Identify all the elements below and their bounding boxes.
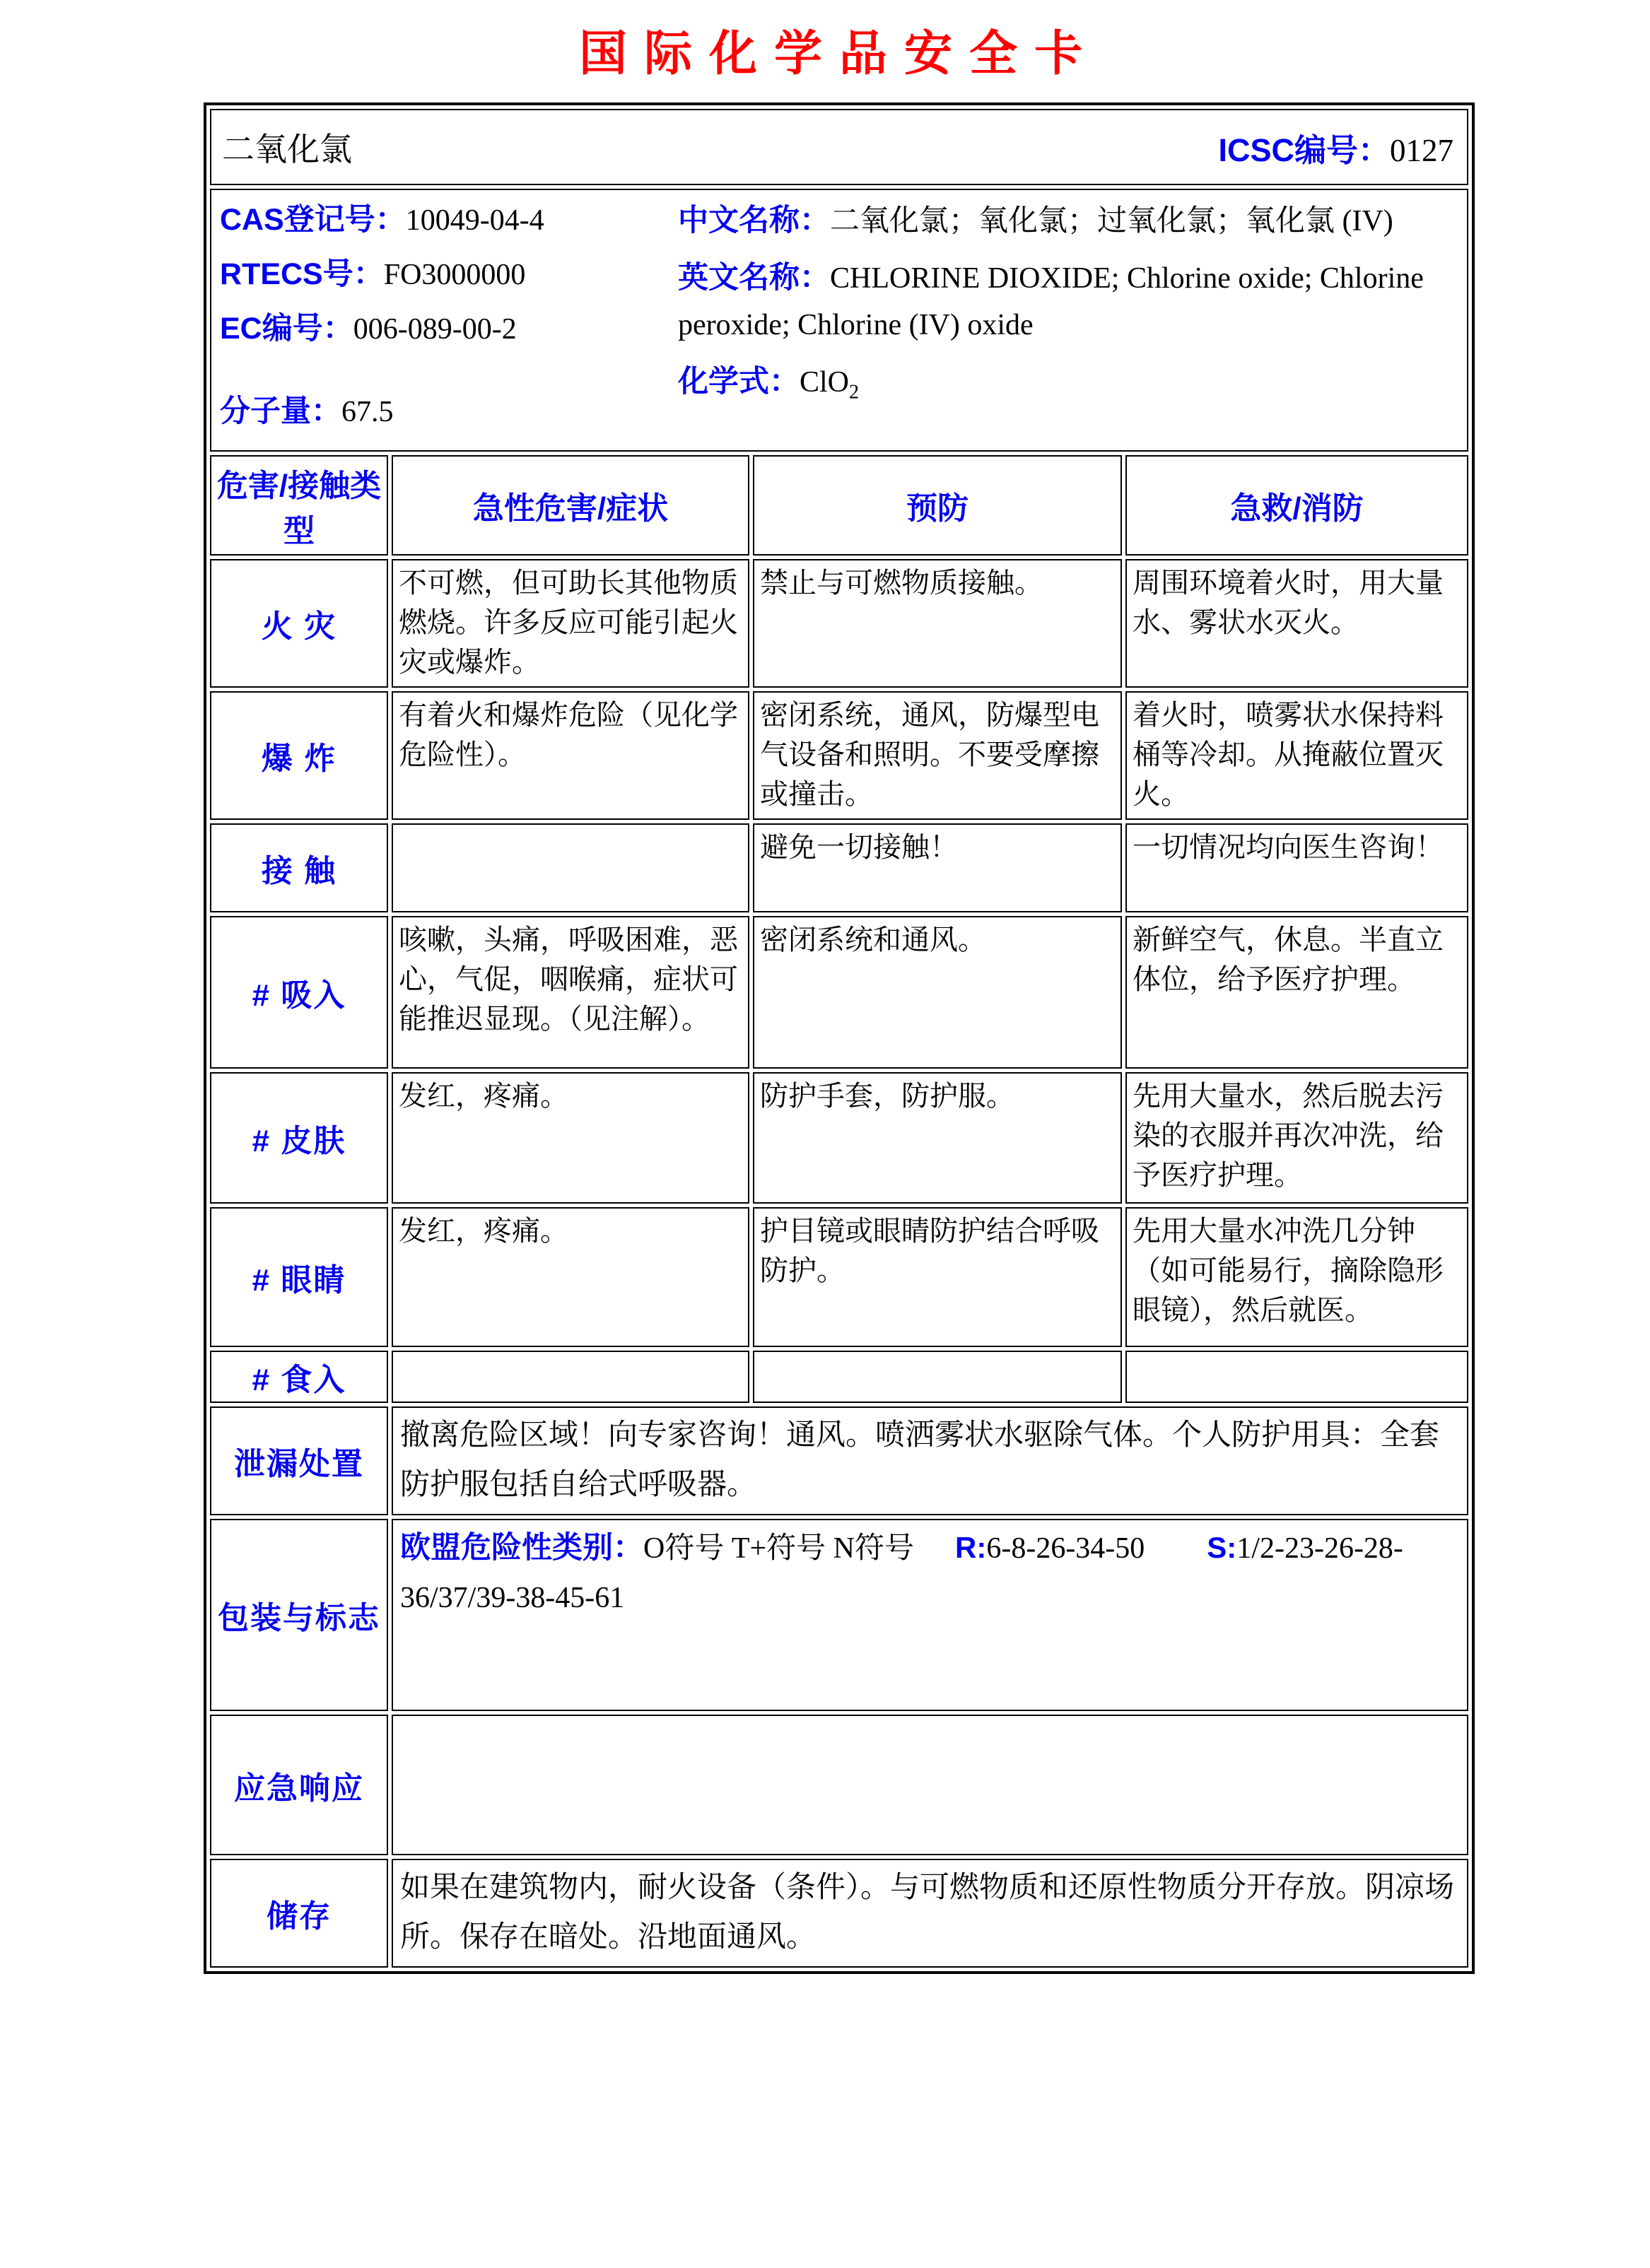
molecular-weight-label: 分子量： xyxy=(220,394,341,428)
row-label-fire: 火 灾 xyxy=(210,559,388,688)
exposure-symptoms xyxy=(392,823,749,912)
eu-hazard-class-label: 欧盟危险性类别： xyxy=(400,1531,643,1565)
ingestion-symptoms xyxy=(392,1351,749,1403)
inhalation-symptoms: 咳嗽，头痛，呼吸困难，恶心，气促，咽喉痛，症状可能推迟显现。（见注解）。 xyxy=(392,916,749,1069)
table-row-exposure xyxy=(210,823,1468,912)
row-label-inhalation: # 吸入 xyxy=(210,916,388,1069)
explosion-prevention: 密闭系统，通风，防爆型电气设备和照明。不要受摩擦或撞击。 xyxy=(753,691,1122,820)
header-prevention: 预防 xyxy=(753,455,1122,556)
ingestion-response xyxy=(1125,1351,1468,1403)
eyes-symptoms: 发红，疼痛。 xyxy=(392,1207,749,1347)
inhalation-prevention: 密闭系统和通风。 xyxy=(753,916,1122,1069)
explosion-symptoms: 有着火和爆炸危险（见化学危险性）。 xyxy=(392,691,749,820)
explosion-response: 着火时，喷雾状水保持料桶等冷却。从掩蔽位置灭火。 xyxy=(1125,691,1468,820)
ec-number-label: EC编号： xyxy=(220,312,353,346)
table-header-row xyxy=(210,455,1468,556)
row-label-explosion: 爆 炸 xyxy=(210,691,388,820)
s-phrases-value: 1/2-23-26-28-36/37/39-38-45-61 xyxy=(400,1532,1403,1614)
fire-prevention: 禁止与可燃物质接触。 xyxy=(753,559,1122,688)
ec-number-line xyxy=(220,306,678,352)
icsc-table xyxy=(206,105,1472,1971)
exposure-response: 一切情况均向医生咨询！ xyxy=(1125,823,1468,912)
english-name-label: 英文名称： xyxy=(678,261,830,295)
r-phrases-value: 6-8-26-34-50 xyxy=(986,1532,1145,1565)
row-label-skin: # 皮肤 xyxy=(210,1072,388,1204)
row-label-ingestion: # 食入 xyxy=(210,1351,388,1403)
cas-number-value: 10049-04-4 xyxy=(405,204,544,237)
row-label-spillage: 泄漏处置 xyxy=(210,1406,388,1515)
row-label-eyes: # 眼睛 xyxy=(210,1207,388,1347)
s-phrases-label: S: xyxy=(1207,1531,1237,1564)
formula-line xyxy=(678,358,1427,416)
table-row-skin xyxy=(210,1072,1468,1204)
emergency-content xyxy=(392,1715,1468,1855)
molecular-weight-value: 67.5 xyxy=(341,396,394,428)
skin-response: 先用大量水，然后脱去污染的衣服并再次冲洗，给予医疗护理。 xyxy=(1125,1072,1468,1204)
skin-symptoms: 发红，疼痛。 xyxy=(392,1072,749,1204)
formula-label: 化学式： xyxy=(678,365,800,399)
table-row-ingestion xyxy=(210,1351,1468,1403)
row-label-emergency: 应急响应 xyxy=(210,1715,388,1855)
formula-value: ClO$_2$ xyxy=(800,366,860,404)
storage-content: 如果在建筑物内，耐火设备（条件）。与可燃物质和还原性物质分开存放。阴凉场所。保存在暗处。沿地面通风。 xyxy=(392,1859,1468,1968)
card-header-row xyxy=(210,109,1468,185)
header-hazard-type: 危害/接触类型 xyxy=(210,455,388,556)
table-row-packaging xyxy=(210,1519,1468,1711)
header-first-aid: 急救/消防 xyxy=(1125,455,1468,556)
row-label-storage: 储存 xyxy=(210,1859,388,1968)
packaging-content xyxy=(392,1519,1468,1711)
rtecs-number-label: RTECS号： xyxy=(220,257,384,291)
row-label-packaging: 包装与标志 xyxy=(210,1519,388,1711)
inhalation-response: 新鲜空气，休息。半直立体位，给予医疗护理。 xyxy=(1125,916,1468,1069)
icsc-number-value: 0127 xyxy=(1390,132,1453,168)
english-name-value: CHLORINE DIOXIDE; Chlorine oxide; Chlorine peroxide; Chlorine (IV) oxide xyxy=(678,262,1424,341)
exposure-prevention: 避免一切接触！ xyxy=(753,823,1122,912)
rtecs-number-value: FO3000000 xyxy=(383,259,526,291)
chinese-name-value: 二氧化氯；氧化氯；过氧化氯；氧化氯 (IV) xyxy=(830,205,1393,237)
cas-number-line xyxy=(220,197,678,243)
card-header-cell xyxy=(210,109,1468,185)
rtecs-number-line xyxy=(220,252,678,298)
table-row-storage xyxy=(210,1859,1468,1968)
table-row-explosion xyxy=(210,691,1468,820)
icsc-document-page xyxy=(0,16,1650,2268)
english-name-paragraph xyxy=(678,254,1427,348)
icsc-number-label: ICSC编号： xyxy=(1218,131,1390,168)
substance-name: 二氧化氯 xyxy=(222,131,352,168)
formula-subscript: 2 xyxy=(849,381,860,404)
header-acute-hazards: 急性危害/症状 xyxy=(392,455,749,556)
page-title: 国际化学品安全卡 xyxy=(578,27,1099,81)
fire-response: 周围环境着火时，用大量水、雾状水灭火。 xyxy=(1125,559,1468,688)
table-row-inhalation xyxy=(210,916,1468,1069)
identification-cell xyxy=(210,189,1468,452)
fire-symptoms: 不可燃，但可助长其他物质燃烧。许多反应可能引起火灾或爆炸。 xyxy=(392,559,749,688)
ec-number-value: 006-089-00-2 xyxy=(353,313,517,346)
eyes-response: 先用大量水冲洗几分钟（如可能易行，摘除隐形眼镜），然后就医。 xyxy=(1125,1207,1468,1347)
r-phrases-label: R: xyxy=(955,1531,987,1564)
table-row-eyes xyxy=(210,1207,1468,1347)
icsc-number-group xyxy=(1218,124,1453,170)
table-row-spillage xyxy=(210,1406,1468,1515)
skin-prevention: 防护手套，防护服。 xyxy=(753,1072,1122,1204)
spillage-content: 撤离危险区域！向专家咨询！通风。喷洒雾状水驱除气体。个人防护用具：全套防护服包括自给式呼吸器。 xyxy=(392,1406,1468,1515)
row-label-exposure: 接 触 xyxy=(210,823,388,912)
identification-right-column xyxy=(678,197,1427,443)
identification-row xyxy=(210,189,1468,452)
chinese-name-paragraph xyxy=(678,197,1427,245)
icsc-card xyxy=(204,102,1475,1974)
eu-hazard-symbols: O符号 T+符号 N符号 xyxy=(643,1532,915,1565)
table-row-fire xyxy=(210,559,1468,688)
table-row-emergency xyxy=(210,1715,1468,1855)
identification-left-column xyxy=(220,197,678,443)
chinese-name-label: 中文名称： xyxy=(678,204,830,237)
eyes-prevention: 护目镜或眼睛防护结合呼吸防护。 xyxy=(753,1207,1122,1347)
cas-number-label: CAS登记号： xyxy=(220,203,406,237)
ingestion-prevention xyxy=(753,1351,1122,1403)
molecular-weight-line xyxy=(220,389,678,435)
